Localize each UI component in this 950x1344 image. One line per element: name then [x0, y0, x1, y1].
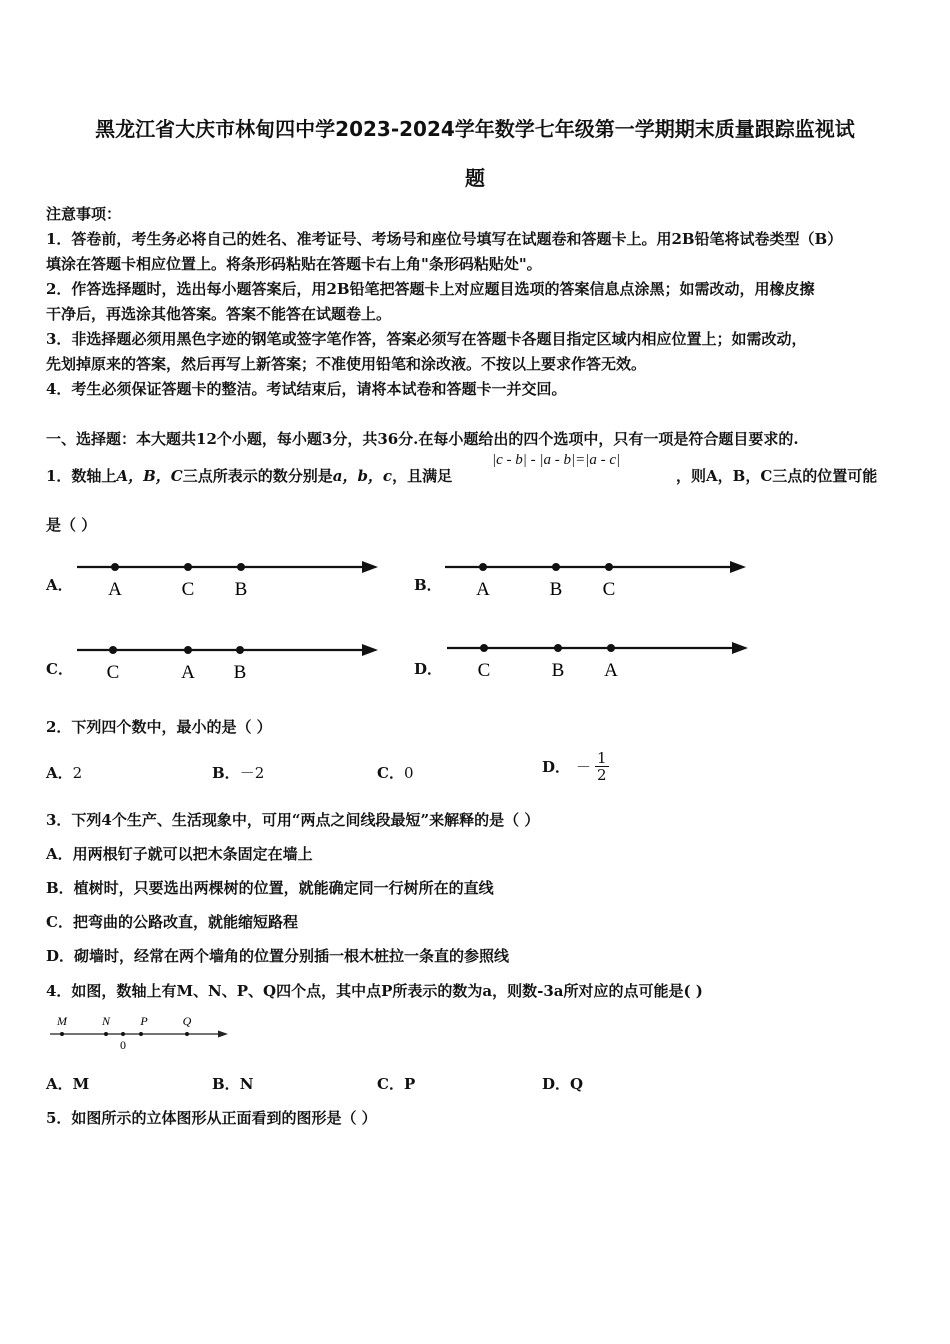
q4-option-a[interactable] [46, 1073, 89, 1094]
notice-line: 先划掉原来的答案，然后再写上新答案；不准使用铅笔和涂改液。不按以上要求作答无效。 [46, 355, 647, 373]
notice-line: 1．答卷前，考生务必将自己的姓名、准考证号、考场号和座位号填写在试题卷和答题卡上。用2B铅笔将试卷类型（B） [46, 230, 843, 248]
axis-arrow [362, 644, 378, 656]
q4-option-b-value: N [239, 1075, 254, 1093]
axis-arrow [732, 642, 748, 654]
point-label: C [477, 660, 491, 681]
notice-line: 4．考生必须保证答题卡的整洁。考试结束后，请将本试卷和答题卡一并交回。 [46, 380, 567, 398]
q1-option-c-number-line [75, 638, 380, 683]
q2-option-c[interactable] [377, 762, 414, 783]
q1-cond: ，且满足 [392, 467, 453, 485]
q4-option-a-label: A． [46, 1075, 73, 1093]
point-dot [121, 1032, 125, 1036]
doc-title-line1: 黑龙江省大庆市林甸四中学2023-2024学年数学七年级第一学期期末质量跟踪监视试 [95, 117, 855, 141]
point-label: A [604, 660, 618, 681]
q1-option-d-number-line [445, 636, 750, 681]
q1-option-b-label[interactable]: B． [414, 576, 442, 594]
point-dot [111, 563, 119, 571]
point-dot [60, 1032, 64, 1036]
point-dot [104, 1032, 108, 1036]
point-label: C [602, 579, 616, 600]
q1-option-a-number-line [75, 555, 380, 600]
notice-line: 3．非选择题必须用黑色字迹的钢笔或签字笔作答，答案必须写在答题卡各题目指定区域内相应位置上；如需改动， [46, 330, 807, 348]
q4-number-line [46, 1012, 231, 1054]
q4-option-b[interactable] [212, 1073, 253, 1094]
q4-option-c[interactable] [377, 1073, 415, 1094]
point-label: B [234, 579, 248, 600]
q1-option-c-label[interactable]: C． [46, 660, 73, 678]
point-label: N [101, 1014, 111, 1028]
q3-option-d[interactable]: D．砌墙时，经常在两个墙角的位置分别插一根木桩拉一条直的参照线 [46, 947, 510, 965]
point-dot [139, 1032, 143, 1036]
q2-option-c-label: C． [377, 764, 404, 782]
q2-option-d-sign: － [576, 758, 592, 776]
point-label: A [181, 662, 195, 683]
q1-line2: 是（ ） [46, 516, 97, 534]
axis-arrow [218, 1031, 228, 1038]
q2-option-c-value: 0 [403, 764, 414, 782]
q2-option-d-fraction [595, 750, 609, 783]
q2-option-a-label: A． [46, 764, 73, 782]
q2-option-a-value: 2 [72, 764, 83, 782]
point-dot [607, 644, 615, 652]
point-dot [184, 563, 192, 571]
point-label: P [140, 1014, 148, 1028]
point-dot [480, 644, 488, 652]
point-dot [605, 563, 613, 571]
point-dot [185, 1032, 189, 1036]
q2-option-b-label: B． [212, 764, 240, 782]
q1-option-a-label[interactable]: A． [46, 576, 73, 594]
q3-option-a[interactable]: A．用两根钉子就可以把木条固定在墙上 [46, 845, 313, 863]
q1-option-b-number-line [443, 555, 748, 600]
point-dot [479, 563, 487, 571]
axis-arrow [362, 561, 378, 573]
point-label: B [551, 660, 565, 681]
question-3-stem: 3．下列4个生产、生活现象中，可用“两点之间线段最短”来解释的是（ ） [46, 811, 540, 829]
question-1-stem [46, 465, 452, 486]
question-4-stem: 4．如图，数轴上有M、N、P、Q四个点，其中点P所表示的数为a，则数-3a所对应的点可能是( ) [46, 982, 703, 1000]
axis-arrow [730, 561, 746, 573]
q1-formula: |c - b| - |a - b|=|a - c| [492, 452, 621, 468]
point-label: B [549, 579, 563, 600]
q3-option-b[interactable]: B．植树时，只要选出两棵树的位置，就能确定同一行树所在的直线 [46, 879, 494, 897]
point-label: C [106, 662, 120, 683]
section-heading: 一、选择题：本大题共12个小题，每小题3分，共36分.在每小题给出的四个选项中，只有一项是符合题目要求的. [46, 430, 799, 448]
point-label: C [181, 579, 195, 600]
q1-points: A，B，C [116, 467, 183, 485]
point-dot [236, 646, 244, 654]
q3-option-c[interactable]: C．把弯曲的公路改直，就能缩短路程 [46, 913, 298, 931]
q1-suffix: ，则A，B，C三点的位置可能 [676, 467, 878, 485]
q4-option-d-value: Q [570, 1075, 584, 1093]
fraction-numerator: 1 [597, 749, 607, 767]
point-label: A [476, 579, 490, 600]
q2-option-b[interactable] [212, 762, 264, 783]
q2-option-d[interactable] [542, 750, 609, 783]
point-label: B [233, 662, 247, 683]
point-label: A [108, 579, 122, 600]
point-dot [184, 646, 192, 654]
point-label: M [57, 1014, 67, 1028]
q4-option-c-value: P [403, 1075, 416, 1093]
fraction-denominator: 2 [597, 766, 607, 784]
q4-option-b-label: B． [212, 1075, 240, 1093]
q4-option-d-label: D． [542, 1075, 571, 1093]
notice-line: 干净后，再选涂其他答案。答案不能答在试题卷上。 [46, 305, 392, 323]
q4-option-a-value: M [72, 1075, 90, 1093]
q4-option-d[interactable] [542, 1073, 583, 1094]
doc-title-line2: 题 [465, 166, 485, 190]
zero-label: 0 [120, 1038, 126, 1052]
q1-prefix: 1．数轴上 [46, 467, 117, 485]
point-dot [237, 563, 245, 571]
notice-line: 2．作答选择题时，选出每小题答案后，用2B铅笔把答题卡上对应题目选项的答案信息点涂黑；如需改动，用橡皮擦 [46, 280, 815, 298]
notice-heading: 注意事项： [46, 205, 122, 223]
point-dot [552, 563, 560, 571]
point-label: Q [182, 1014, 192, 1028]
q1-option-d-label[interactable]: D． [414, 660, 443, 678]
q2-option-d-label: D． [542, 758, 571, 776]
point-dot [109, 646, 117, 654]
q2-option-a[interactable] [46, 762, 82, 783]
q1-vars: a，b，c [332, 467, 393, 485]
question-5-stem: 5．如图所示的立体图形从正面看到的图形是（ ） [46, 1109, 377, 1127]
q4-option-c-label: C． [377, 1075, 404, 1093]
q1-mid: 三点所表示的数分别是 [182, 467, 333, 485]
notice-line: 填涂在答题卡相应位置上。将条形码粘贴在答题卡右上角"条形码粘贴处"。 [46, 255, 542, 273]
point-dot [554, 644, 562, 652]
q2-option-b-value: －2 [239, 764, 265, 782]
question-2-stem: 2．下列四个数中，最小的是（ ） [46, 718, 272, 736]
